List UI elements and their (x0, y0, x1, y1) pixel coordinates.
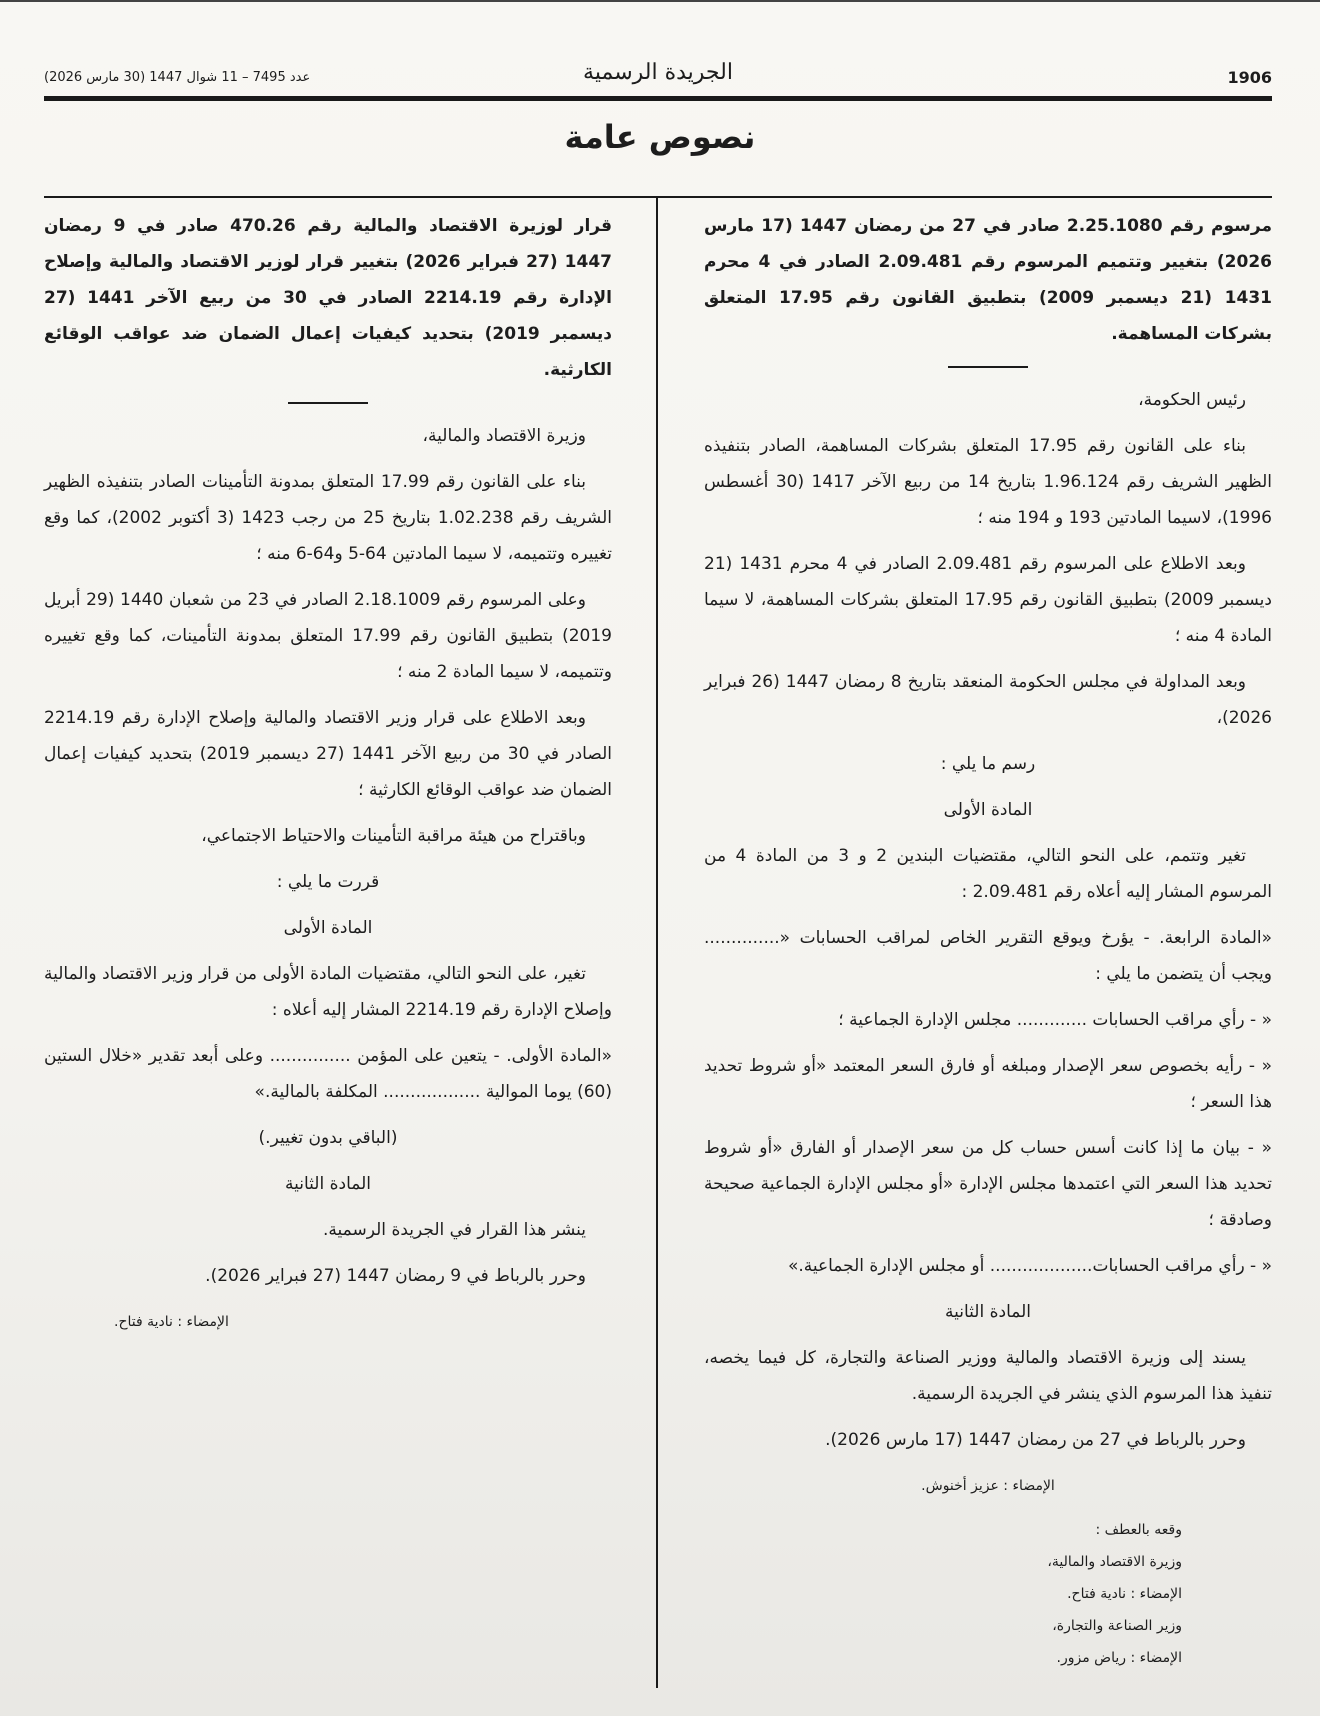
countersign-title: وقعه بالعطف : (1095, 1522, 1182, 1538)
title-rule (948, 366, 1028, 368)
decree-article-1-title: المادة الأولى (943, 800, 1033, 820)
order-remainder-note: (الباقي بدون تغيير.) (258, 1128, 398, 1148)
order-column (44, 208, 612, 1350)
order-done-at: وحرر بالرباط في 9 رمضان 1447 (27 فبراير 2026). (205, 1266, 586, 1286)
countersign-2-role: وزير الصناعة والتجارة، (1052, 1618, 1182, 1634)
decree-paragraph-3: وبعد المداولة في مجلس الحكومة المنعقد بتاريخ 8 رمضان 1447 (26 فبراير 2026)، (704, 672, 1272, 728)
order-quote-1: «المادة الأولى. - يتعين على المؤمن ............... وعلى أبعد تقدير «خلال الستين (60) يوما الموالية .................. المكلفة بالمالية.» (44, 1046, 612, 1102)
order-article-2-text: ينشر هذا القرار في الجريدة الرسمية. (323, 1220, 586, 1240)
decree-column (704, 208, 1272, 1674)
decree-quote-5: « - رأي مراقب الحسابات................... أو مجلس الإدارة الجماعية.» (787, 1256, 1272, 1276)
order-signature: الإمضاء : نادية فتاح. (114, 1314, 229, 1330)
decree-enactment: رسم ما يلي : (940, 754, 1036, 774)
decree-article-1-text: تغير وتتمم، على النحو التالي، مقتضيات البندين 2 و 3 من المادة 4 من المرسوم المشار إليه أعلاه رقم 2.09.481 : (704, 846, 1272, 902)
page-number: 1906 (1227, 68, 1272, 87)
column-divider (656, 198, 658, 1688)
decree-article-2-title: المادة الثانية (945, 1302, 1031, 1322)
decree-paragraph-1: بناء على القانون رقم 17.95 المتعلق بشركات المساهمة، الصادر بتنفيذه الظهير الشريف رقم 1.96.124 بتاريخ 14 من ربيع الآخر 1417 (30 أغسطس 1996)، لاسيما المادتين 193 و 194 منه ؛ (704, 436, 1272, 528)
section-rule (44, 196, 1272, 198)
decree-authority: رئيس الحكومة، (1138, 390, 1246, 410)
countersign-block (704, 1514, 1182, 1674)
order-paragraph-1: بناء على القانون رقم 17.99 المتعلق بمدونة التأمينات الصادر بتنفيذه الظهير الشريف رقم 1.02.238 بتاريخ 25 من رجب 1423 (3 أكتوبر 2002)، كما وقع تغييره وتتميمه، لا سيما المادتين 64-5 و64-6 منه ؛ (44, 472, 612, 564)
decree-paragraph-2: وبعد الاطلاع على المرسوم رقم 2.09.481 الصادر في 4 محرم 1431 (21 ديسمبر 2009) بتطبيق القانون رقم 17.95 المتعلق بشركات المساهمة، لا سيما المادة 4 منه ؛ (704, 554, 1272, 646)
header-rule (44, 96, 1272, 101)
page-header (44, 60, 1272, 94)
order-article-1-text: تغير، على النحو التالي، مقتضيات المادة الأولى من قرار وزير الاقتصاد والمالية وإصلاح الإدارة رقم 2214.19 المشار إليه أعلاه : (44, 964, 612, 1020)
issue-info: عدد 7495 – 11 شوال 1447 (30 مارس 2026) (44, 70, 311, 85)
decree-quote-3: « - رأيه بخصوص سعر الإصدار ومبلغه أو فارق السعر المعتمد «أو شروط تحديد هذا السعر ؛ (704, 1056, 1272, 1112)
countersign-2-signature: الإمضاء : رياض مزور. (1056, 1650, 1182, 1666)
decree-quote-4: « - بيان ما إذا كانت أسس حساب كل من سعر الإصدار أو الفارق «أو شروط تحديد هذا السعر التي اعتمدها مجلس الإدارة «أو مجلس الإدارة الجماعية صحيحة وصادقة ؛ (704, 1138, 1272, 1230)
decree-quote-1: «المادة الرابعة. - يؤرخ ويوقع التقرير الخاص لمراقب الحسابات «.............. ويجب أن يتضمن ما يلي : (704, 928, 1272, 984)
order-article-1-title: المادة الأولى (283, 918, 373, 938)
order-article-2-title: المادة الثانية (285, 1174, 371, 1194)
order-paragraph-4: وباقتراح من هيئة مراقبة التأمينات والاحتياط الاجتماعي، (201, 826, 586, 846)
section-title: نصوص عامة (564, 118, 756, 156)
countersign-1-role: وزيرة الاقتصاد والمالية، (1047, 1554, 1182, 1570)
top-edge-line (0, 0, 1320, 2)
order-title: قرار لوزيرة الاقتصاد والمالية رقم 470.26 صادر في 9 رمضان 1447 (27 فبراير 2026) بتغيير قرار لوزير الاقتصاد والمالية وإصلاح الإدارة رقم 2214.19 الصادر في 30 من ربيع الآخر 1441 (27 ديسمبر 2019) بتحديد كيفيات إعمال الضمان ضد عواقب الوقائع الكارثية. (44, 216, 613, 380)
countersign-1-signature: الإمضاء : نادية فتاح. (1067, 1586, 1182, 1602)
decree-done-at: وحرر بالرباط في 27 من رمضان 1447 (17 مارس 2026). (825, 1430, 1246, 1450)
order-decision: قررت ما يلي : (276, 872, 380, 892)
decree-title: مرسوم رقم 2.25.1080 صادر في 27 من رمضان 1447 (17 مارس 2026) بتغيير وتتميم المرسوم رقم 2.09.481 الصادر في 4 محرم 1431 (21 ديسمبر 2009) بتطبيق القانون رقم 17.95 المتعلق بشركات المساهمة. (704, 216, 1272, 344)
journal-title: الجريدة الرسمية (583, 60, 733, 85)
order-paragraph-2: وعلى المرسوم رقم 2.18.1009 الصادر في 23 من شعبان 1440 (29 أبريل 2019) بتطبيق القانون رقم 17.99 المتعلق بمدونة التأمينات، كما وقع تغييره وتتميمه، لا سيما المادة 2 منه ؛ (44, 590, 612, 682)
order-authority: وزيرة الاقتصاد والمالية، (422, 426, 586, 446)
decree-article-2-text: يسند إلى وزيرة الاقتصاد والمالية ووزير الصناعة والتجارة، كل فيما يخصه، تنفيذ هذا المرسوم الذي ينشر في الجريدة الرسمية. (704, 1348, 1272, 1404)
title-rule (288, 402, 368, 404)
decree-quote-2: « - رأي مراقب الحسابات ............. مجلس الإدارة الجماعية ؛ (838, 1010, 1272, 1030)
order-paragraph-3: وبعد الاطلاع على قرار وزير الاقتصاد والمالية وإصلاح الإدارة رقم 2214.19 الصادر في 30 من ربيع الآخر 1441 (27 ديسمبر 2019) بتحديد كيفيات إعمال الضمان ضد عواقب الوقائع الكارثية ؛ (44, 708, 612, 800)
decree-signature: الإمضاء : عزيز أخنوش. (921, 1478, 1055, 1494)
